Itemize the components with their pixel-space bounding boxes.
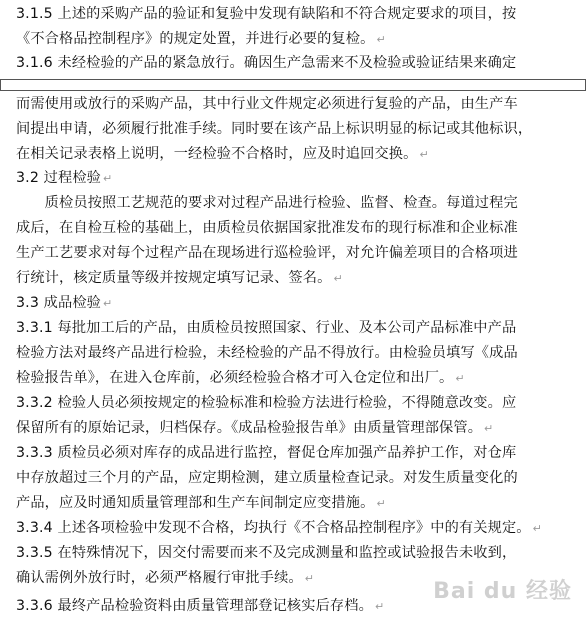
paragraph-mark-icon: ↵ (376, 497, 386, 510)
text-line-17: 保留所有的原始记录，归档保存。《成品检验报告单》由质量管理部保管。 ↵ (16, 420, 494, 436)
text-line-16: 3.3.2 检验人员必须按规定的检验标准和检验方法进行检验，不得随意改变。应 (16, 395, 517, 411)
section-heading-3-3: 3.3 成品检验 ↵ (16, 295, 113, 311)
paragraph-mark-icon: ↵ (103, 297, 113, 310)
paragraph-mark-icon: ↵ (455, 372, 465, 385)
paragraph-mark-icon: ↵ (374, 600, 385, 613)
text-line-1: 3.1.5 上述的采购产品的验证和复验中发现有缺陷和不符合规定要求的项目，按 (16, 6, 517, 22)
text-line-22: 3.3.5 在特殊情况下，因交付需要而来不及完成测量和监控或试验报告未收到， (16, 545, 517, 561)
text-line-2: 《不合格品控制程序》的规定处置，并进行必要的复检。 ↵ (16, 31, 386, 47)
paragraph-mark-icon: ↵ (103, 172, 113, 185)
paragraph-mark-icon: ↵ (484, 422, 494, 435)
page-break-separator (0, 79, 586, 92)
text-line-8: 质检员按照工艺规范的要求对过程产品进行检验、监督、检查。每道过程完 (16, 195, 518, 211)
paragraph-mark-icon: ↵ (333, 272, 343, 285)
text-line-24: 3.3.6 最终产品检验资料由质量管理部登记核实后存档。 ↵ (16, 598, 385, 614)
text-line-10: 生产工艺要求对每个过程产品在现场进行巡检验评，对允许偏差项目的合格项进 (16, 245, 518, 261)
text-line-19: 中存放超过三个月的产品，应定期检测，建立质量检查记录。对发生质量变化的 (16, 470, 518, 486)
text-line-5: 间提出申请，必须履行批准手续。同时要在该产品上标识明显的标记或其他标识， (16, 121, 533, 137)
text-line-3: 3.1.6 未经检验的产品的紧急放行。确因生产急需来不及检验或验证结果来确定 (16, 55, 517, 71)
paragraph-mark-icon: ↵ (304, 572, 315, 585)
text-line-14: 检验方法对最终产品进行检验，未经检验的产品不得放行。由检验员填写《成品 (16, 345, 518, 361)
text-line-6: 在相关记录表格上说明，一经检验不合格时，应及时追回交换。 ↵ (16, 146, 429, 162)
text-line-23: 确认需例外放行时，必须严格履行审批手续。 ↵ (16, 570, 315, 586)
text-line-20: 产品，应及时通知质量管理部和生产车间制定应变措施。 ↵ (16, 495, 386, 511)
text-line-4: 而需使用或放行的采购产品，其中行业文件规定必须进行复验的产品，由生产车 (16, 96, 518, 112)
paragraph-mark-icon: ↵ (532, 522, 543, 535)
baidu-jingyan-watermark: Bai du 经验 (433, 579, 572, 604)
text-line-21: 3.3.4 上述各项检验中发现不合格，均执行《不合格品控制程序》中的有关规定。 ↵ (16, 520, 543, 536)
section-heading-3-2: 3.2 过程检验 ↵ (16, 170, 113, 186)
text-line-18: 3.3.3 质检员必须对库存的成品进行监控，督促仓库加强产品养护工作，对仓库 (16, 445, 517, 461)
paragraph-mark-icon: ↵ (376, 33, 386, 46)
text-line-15: 检验报告单》，在进入仓库前，必须经检验合格才可入仓定位和出厂。 ↵ (16, 370, 465, 386)
paragraph-mark-icon: ↵ (419, 148, 429, 161)
text-line-9: 成后，在自检互检的基础上，由质检员依据国家批准发布的现行标准和企业标准 (16, 220, 518, 236)
text-line-13: 3.3.1 每批加工后的产品，由质检员按照国家、行业、及本公司产品标准中产品 (16, 320, 517, 336)
text-line-11: 行统计，核定质量等级并按规定填写记录、签名。 ↵ (16, 270, 343, 286)
